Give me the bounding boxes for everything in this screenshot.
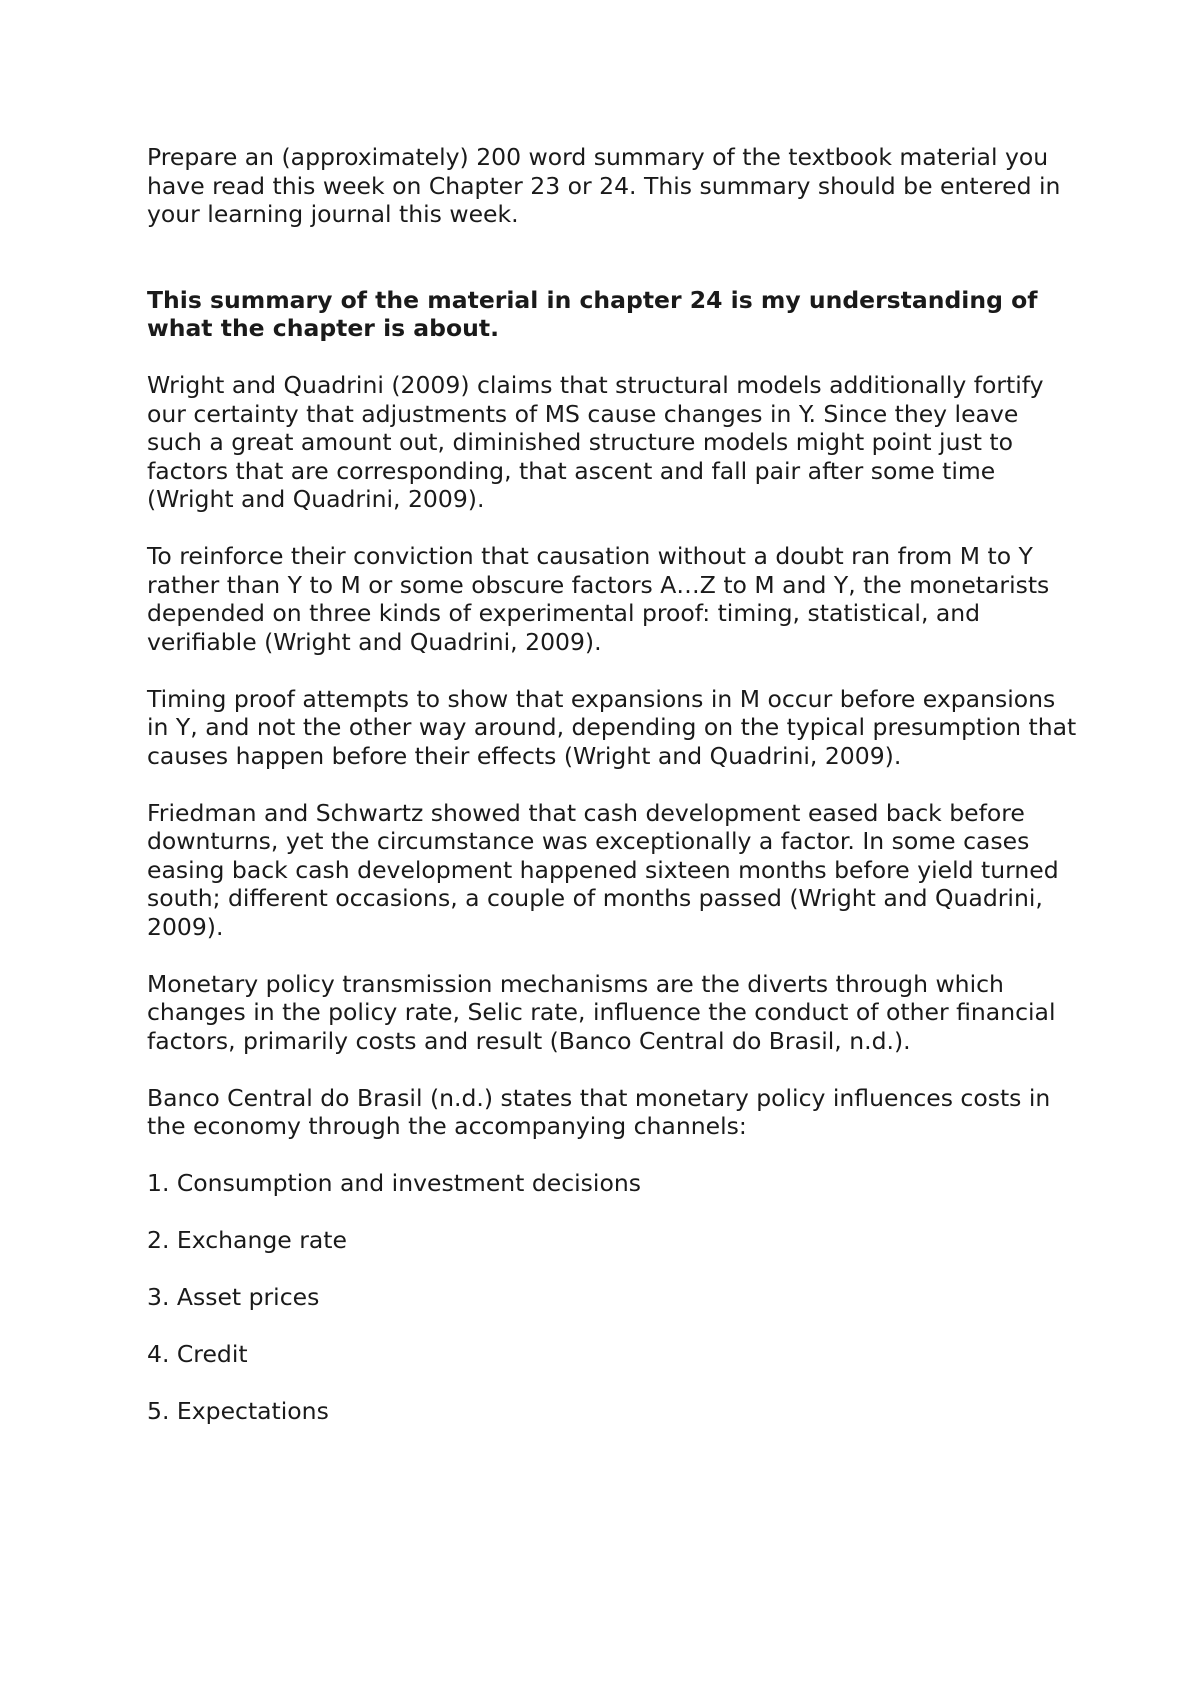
summary-heading: This summary of the material in chapter 24 is my understanding of what the chapter is about. [147,285,1038,342]
channel-list-item: 3. Asset prices [147,1283,320,1311]
paragraph: Monetary policy transmission mechanisms are the diverts through which changes in the policy rate, Selic rate, influence the conduct of other financial factors, primarily costs and result (Banco Central do Brasil, n.d.). [147,969,1056,1055]
channel-list-item: 4. Credit [147,1340,248,1368]
paragraph: Timing proof attempts to show that expansions in M occur before expansions in Y, and not the other way around, depending on the typical presumption that causes happen before their effects (Wright and Quadrini, 2009). [147,684,1077,770]
assignment-prompt: Prepare an (approximately) 200 word summary of the textbook material you have read this week on Chapter 23 or 24. This summary should be entered in your learning journal this week. [147,143,1061,228]
paragraph: To reinforce their conviction that causation without a doubt ran from M to Y rather than Y to M or some obscure factors A…Z to M and Y, the monetarists depended on three kinds of experimental proof: timing, statistical, and verifiable (Wright and Quadrini, 2009). [147,542,1050,656]
channel-list-item: 5. Expectations [147,1397,329,1425]
channel-list-item: 2. Exchange rate [147,1226,347,1254]
document-body [147,143,1077,1454]
channel-list-item: 1. Consumption and investment decisions [147,1169,641,1197]
paragraph: Friedman and Schwartz showed that cash development eased back before downturns, yet the circumstance was exceptionally a factor. In some cases easing back cash development happened sixteen months before yield turned south; different occasions, a couple of months passed (Wright and Quadrini, 2009). [147,798,1059,941]
paragraph: Wright and Quadrini (2009) claims that structural models additionally fortify our certainty that adjustments of MS cause changes in Y. Since they leave such a great amount out, diminished structure models might point just to factors that are corresponding, that ascent and fall pair after some time (Wright and Quadrini, 2009). [147,371,1044,513]
paragraph: Banco Central do Brasil (n.d.) states that monetary policy influences costs in the economy through the accompanying channels: [147,1083,1051,1140]
